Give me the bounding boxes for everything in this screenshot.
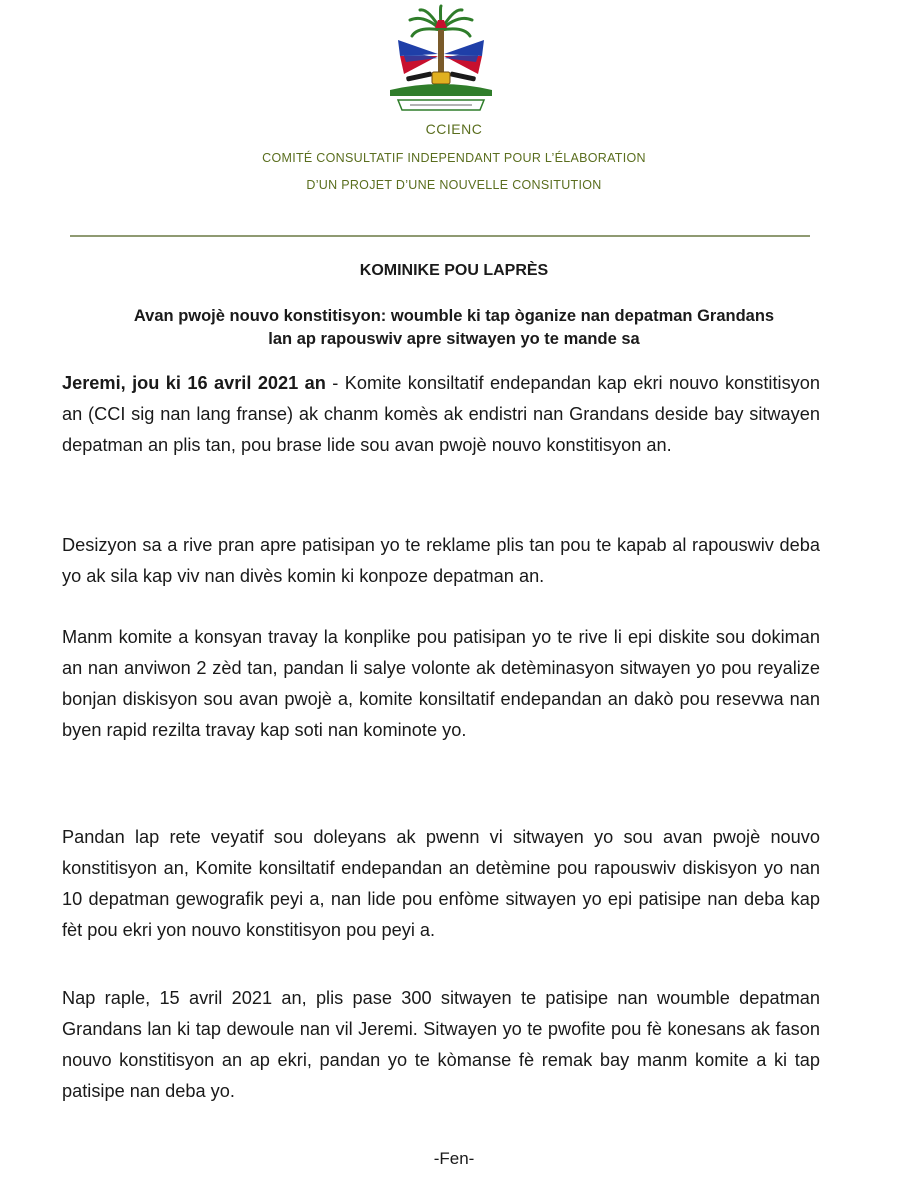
paragraph-4: Pandan lap rete veyatif sou doleyans ak pwenn vi sitwayen yo sou avan pwojè nouvo konstitisyon an, Komite konsiltatif endepandan an detèmine pou rapouswiv diskisyon yo nan 10 depatman gewografik peyi a, nan lide pou enfòme sitwayen yo epi patisipe nan deba kap fèt pou ekri yon nouvo konstitisyon pou peyi a.	[62, 827, 820, 940]
paragraph-3: Manm komite a konsyan travay la konplike pou patisipan yo te rive li epi diskite sou dokiman an nan anviwon 2 zèd tan, pandan li salye volonte ak detèminasyon sitwayen yo pou reyalize bonjan diskisyon sou avan pwojè a, komite konsiltatif endepandan an dakò pou resevwa nan byen rapid rezilta travay kap soti nan kominote yo.	[62, 627, 820, 740]
header-divider	[70, 235, 810, 237]
haiti-coat-of-arms-icon	[376, 4, 506, 118]
document-subtitle-line1: Avan pwojè nouvo konstitisyon: woumble ki tap òganize nan depatman Grandans	[133, 307, 775, 325]
document-title: KOMINIKE POU LAPRÈS	[359, 262, 549, 279]
paragraph-1	[62, 368, 820, 461]
org-name-line1: COMITÉ CONSULTATIF INDEPENDANT POUR L’ÉLABORATION	[262, 151, 646, 165]
org-abbreviation: CCIENC	[425, 121, 483, 137]
paragraph-2: Desizyon sa a rive pran apre patisipan yo te reklame plis tan pou te kapab al rapouswiv deba yo ak sila kap viv nan divès komin ki konpoze depatman an.	[62, 535, 820, 586]
document-subtitle-line2: lan ap rapouswiv apre sitwayen yo te mande sa	[268, 330, 640, 348]
paragraph-1-text: - Komite konsiltatif endepandan kap ekri nouvo konstitisyon an (CCI sig nan lang franse) ak chanm komès ak endistri nan Grandans deside bay sitwayen depatman an plis tan, pou brase lide sou avan pwojè nouvo konstitisyon an.	[62, 373, 820, 455]
paragraph-5: Nap raple, 15 avril 2021 an, plis pase 300 sitwayen te patisipe nan woumble depatman Grandans lan ki tap dewoule nan vil Jeremi. Sitwayen yo te pwofite pou fè konesans ak fason nouvo konstitisyon an ap ekri, pandan yo te kòmanse fè remak bay manm komite a ki tap patisipe nan deba yo.	[62, 988, 820, 1101]
closing-mark: -Fen-	[433, 1149, 475, 1168]
org-name-line2: D’UN PROJET D’UNE NOUVELLE CONSITUTION	[306, 178, 602, 192]
dateline: Jeremi, jou ki 16 avril 2021 an	[62, 373, 326, 393]
